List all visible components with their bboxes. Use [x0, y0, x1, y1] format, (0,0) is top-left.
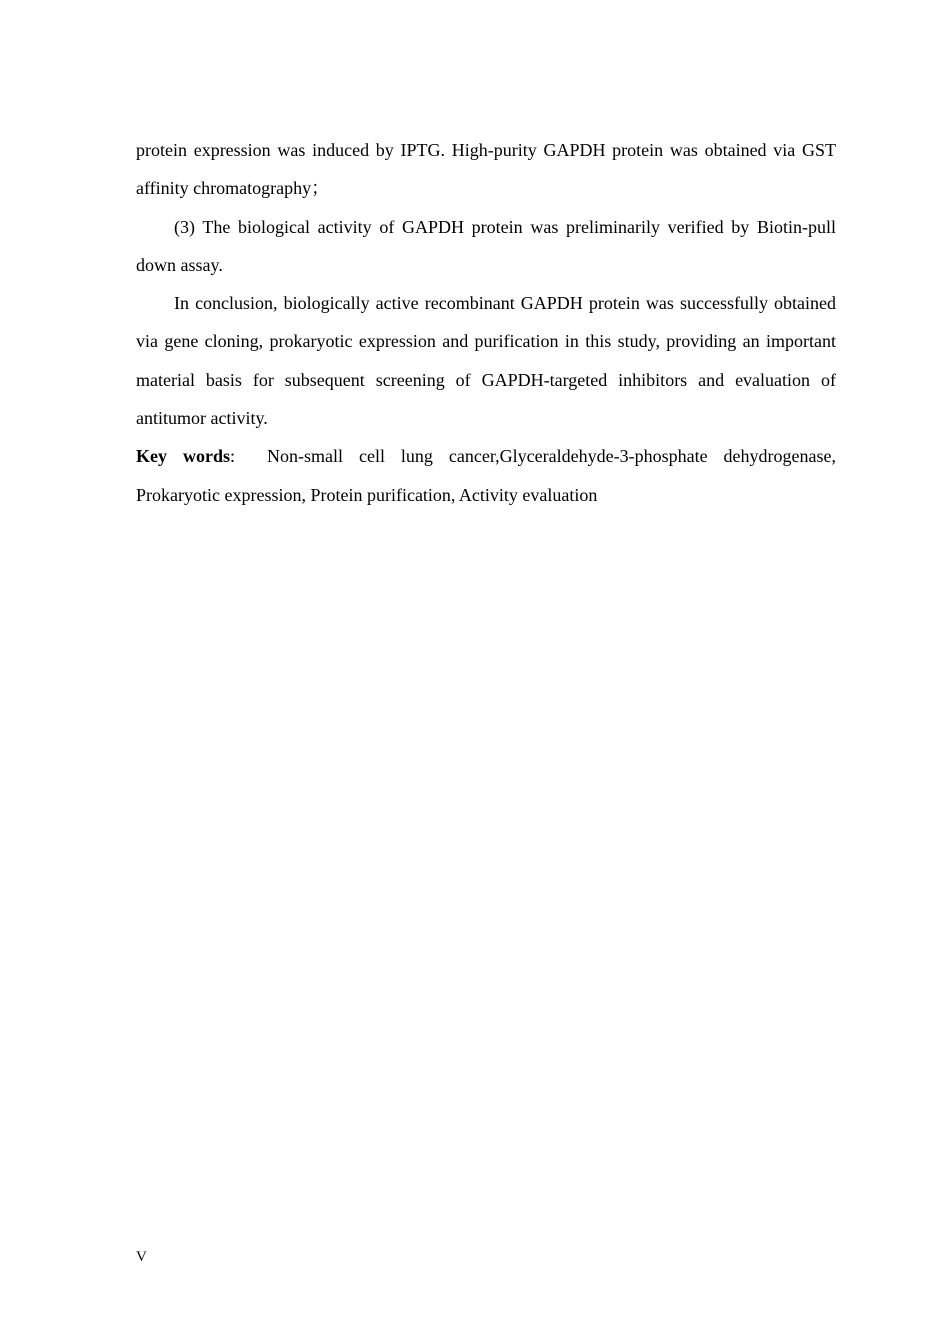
paragraph-continuation: protein expression was induced by IPTG. High-purity GAPDH protein was obtained via GST affinity chromatography； — [136, 140, 836, 199]
keywords-separator: : — [229, 446, 235, 467]
abstract-body — [136, 131, 836, 514]
keywords-text: Non-small cell lung cancer,Glyceraldehyde-3-phosphate dehydrogenase, Prokaryotic expression, Protein purification, Activity evaluation — [136, 446, 837, 505]
paragraph-item-3: (3) The biological activity of GAPDH protein was preliminarily verified by Biotin-pull down assay. — [136, 216, 836, 275]
paragraph-conclusion: In conclusion, biologically active recombinant GAPDH protein was successfully obtained via gene cloning, prokaryotic expression and purification in this study, providing an important material basis for subsequent screening of GAPDH-targeted inhibitors and evaluation of antitumor activity. — [136, 293, 836, 429]
keywords-label: Key words — [136, 446, 230, 467]
page-number: V — [136, 1249, 147, 1265]
keywords-line — [136, 437, 836, 514]
